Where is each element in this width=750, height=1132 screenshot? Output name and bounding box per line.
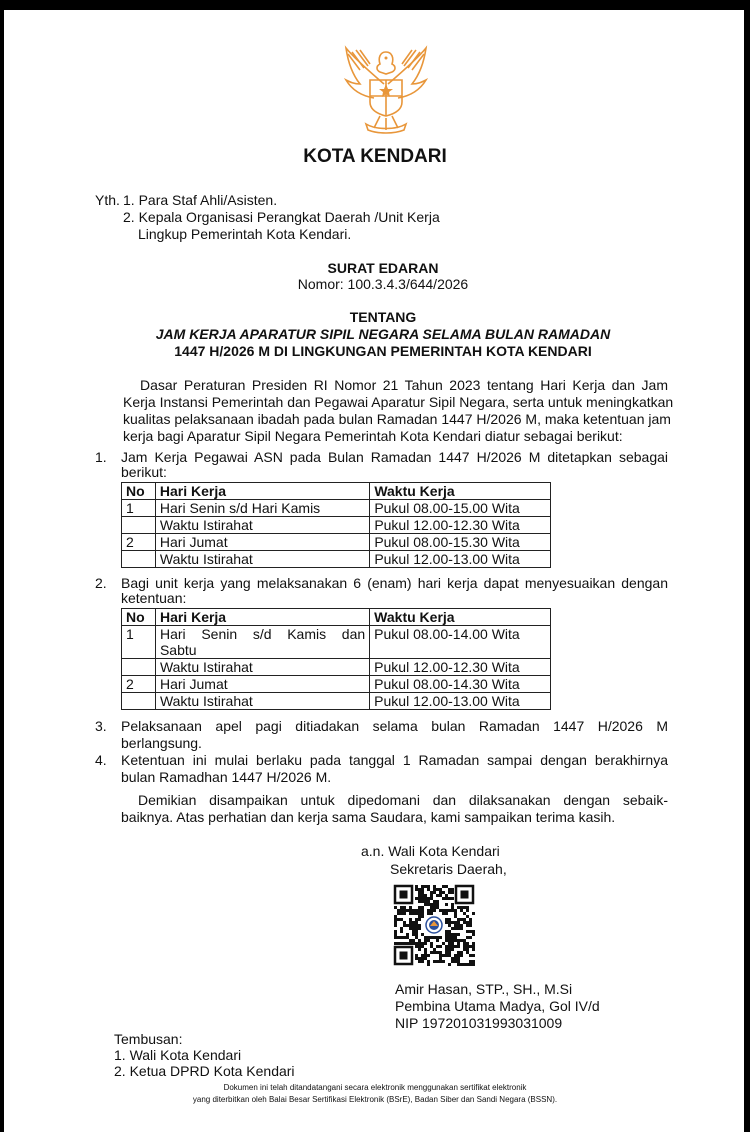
intro-line: Dasar Peraturan Presiden RI Nomor 21 Tahun 2023 tentang Hari Kerja dan Jam: [140, 377, 668, 393]
col-no-header: No: [122, 609, 156, 626]
point-text: [121, 449, 668, 481]
recipient-prefix: Yth.: [95, 192, 120, 208]
cell-time: Pukul 12.00-12.30 Wita: [370, 659, 551, 676]
cell-no: [122, 659, 156, 676]
cell-no: [122, 551, 156, 568]
footer-note: yang diterbitkan oleh Balai Besar Sertifikasi Elektronik (BSrE), Badan Siber dan Sandi Negara (BSSN).: [192, 1095, 558, 1104]
cell-time: Pukul 12.00-13.00 Wita: [370, 551, 551, 568]
table-row: [122, 500, 551, 517]
cell-day: Waktu Istirahat: [155, 517, 369, 534]
closing-line: Demikian disampaikan untuk dipedomani dan dilaksanakan dengan sebaik-: [138, 792, 668, 808]
closing-paragraph: [121, 792, 668, 826]
cell-time: Pukul 12.00-12.30 Wita: [370, 517, 551, 534]
table-row: [122, 517, 551, 534]
table-row: [122, 693, 551, 710]
cell-no: [122, 693, 156, 710]
work-hours-table-2: [121, 608, 551, 710]
cell-time: Pukul 12.00-13.00 Wita: [370, 693, 551, 710]
closing-line: baiknya. Atas perhatian dan kerja sama Saudara, kami sampaikan terima kasih.: [121, 809, 616, 825]
point-line: ketentuan:: [121, 590, 187, 606]
intro-line: Kerja Instansi Pemerintah dan Pegawai Aparatur Sipil Negara, serta untuk meningkatkan: [123, 394, 674, 410]
point-number: 1.: [95, 449, 107, 465]
point-line: Jam Kerja Pegawai ASN pada Bulan Ramadan 1447 H/2026 M ditetapkan sebagai: [121, 449, 668, 465]
cell-day: Hari Jumat: [155, 534, 369, 551]
point-text: [121, 575, 668, 607]
recipient-item: 1. Para Staf Ahli/Asisten.: [123, 192, 278, 208]
recipient-item: 2. Kepala Organisasi Perangkat Daerah /Unit Kerja: [123, 209, 440, 225]
signature-position: Sekretaris Daerah,: [390, 861, 507, 877]
intro-line: kerja bagi Aparatur Sipil Negara Pemerintah Kota Kendari diatur sebagai berikut:: [123, 428, 623, 444]
table-row: [122, 534, 551, 551]
point-number: 4.: [95, 752, 107, 768]
cell-time: Pukul 08.00-14.30 Wita: [370, 676, 551, 693]
page-top-border: [0, 0, 750, 10]
intro-paragraph-cont: [123, 394, 674, 445]
qr-code-icon: [393, 884, 475, 966]
table-row: [122, 676, 551, 693]
intro-line: kualitas pelaksanaan ibadah pada bulan Ramadan 1447 H/2026 M, maka ketentuan jam: [123, 411, 671, 427]
cc-label: Tembusan:: [114, 1031, 183, 1047]
cell-day: Waktu Istirahat: [155, 693, 369, 710]
city-title: KOTA KENDARI: [303, 146, 447, 167]
point-number: 2.: [95, 575, 107, 591]
footer-note: Dokumen ini telah ditandatangani secara elektronik menggunakan sertifikat elektronik: [223, 1083, 527, 1092]
table-row: [122, 551, 551, 568]
page-right-border: [744, 0, 750, 1132]
col-no-header: No: [122, 483, 156, 500]
point-number: 3.: [95, 718, 107, 734]
point-text: [121, 718, 668, 752]
about-label: TENTANG: [349, 309, 417, 325]
cell-no: 1: [122, 626, 156, 659]
cell-day: [155, 626, 369, 659]
cell-day: Hari Senin s/d Hari Kamis: [155, 500, 369, 517]
point-text: [121, 752, 668, 786]
signer-name: Amir Hasan, STP., SH., M.Si: [395, 981, 573, 997]
signer-rank: Pembina Utama Madya, Gol IV/d: [395, 998, 600, 1014]
cell-no: 1: [122, 500, 156, 517]
point-line: berikut:: [121, 464, 167, 480]
recipient-item: Lingkup Pemerintah Kota Kendari.: [138, 226, 352, 242]
point-line: Pelaksanaan apel pagi ditiadakan selama bulan Ramadan 1447 H/2026 M: [121, 718, 668, 734]
work-hours-table-1: [121, 482, 551, 568]
point-line: berlangsung.: [121, 735, 202, 751]
cell-no: [122, 517, 156, 534]
point-line: Ketentuan ini mulai berlaku pada tanggal 1 Ramadan sampai dengan berakhirnya: [121, 752, 668, 768]
cell-day-line: Hari Senin s/d Kamis dan: [159, 626, 366, 642]
cell-time: Pukul 08.00-15.30 Wita: [370, 534, 551, 551]
point-line: bulan Ramadhan 1447 H/2026 M.: [121, 769, 332, 785]
cc-item: 1. Wali Kota Kendari: [114, 1047, 242, 1063]
table-header-row: [122, 483, 551, 500]
cell-time: Pukul 08.00-15.00 Wita: [370, 500, 551, 517]
col-day-header: Hari Kerja: [155, 609, 369, 626]
table-header-row: [122, 609, 551, 626]
cc-item: 2. Ketua DPRD Kota Kendari: [114, 1063, 295, 1079]
cell-no: 2: [122, 534, 156, 551]
table-row: [122, 659, 551, 676]
subject-line: 1447 H/2026 M DI LINGKUNGAN PEMERINTAH KOTA KENDARI: [174, 343, 592, 359]
col-time-header: Waktu Kerja: [370, 609, 551, 626]
cell-day: Hari Jumat: [155, 676, 369, 693]
intro-paragraph: [123, 377, 668, 394]
letter-number: Nomor: 100.3.4.3/644/2026: [297, 276, 469, 292]
cell-day-line: Sabtu: [159, 642, 197, 658]
garuda-emblem-icon: [340, 44, 432, 136]
table-row: [122, 626, 551, 659]
cell-day: Waktu Istirahat: [155, 659, 369, 676]
cell-day: Waktu Istirahat: [155, 551, 369, 568]
letter-type: SURAT EDARAN: [327, 260, 439, 276]
cell-no: 2: [122, 676, 156, 693]
col-time-header: Waktu Kerja: [370, 483, 551, 500]
page-left-border: [0, 0, 4, 1132]
cell-time: Pukul 08.00-14.00 Wita: [370, 626, 551, 659]
subject-line: JAM KERJA APARATUR SIPIL NEGARA SELAMA BULAN RAMADAN: [155, 326, 611, 342]
point-line: Bagi unit kerja yang melaksanakan 6 (enam) hari kerja dapat menyesuaikan dengan: [121, 575, 668, 591]
col-day-header: Hari Kerja: [155, 483, 369, 500]
signature-on-behalf: a.n. Wali Kota Kendari: [361, 843, 500, 859]
signer-nip: NIP 197201031993031009: [395, 1015, 563, 1031]
